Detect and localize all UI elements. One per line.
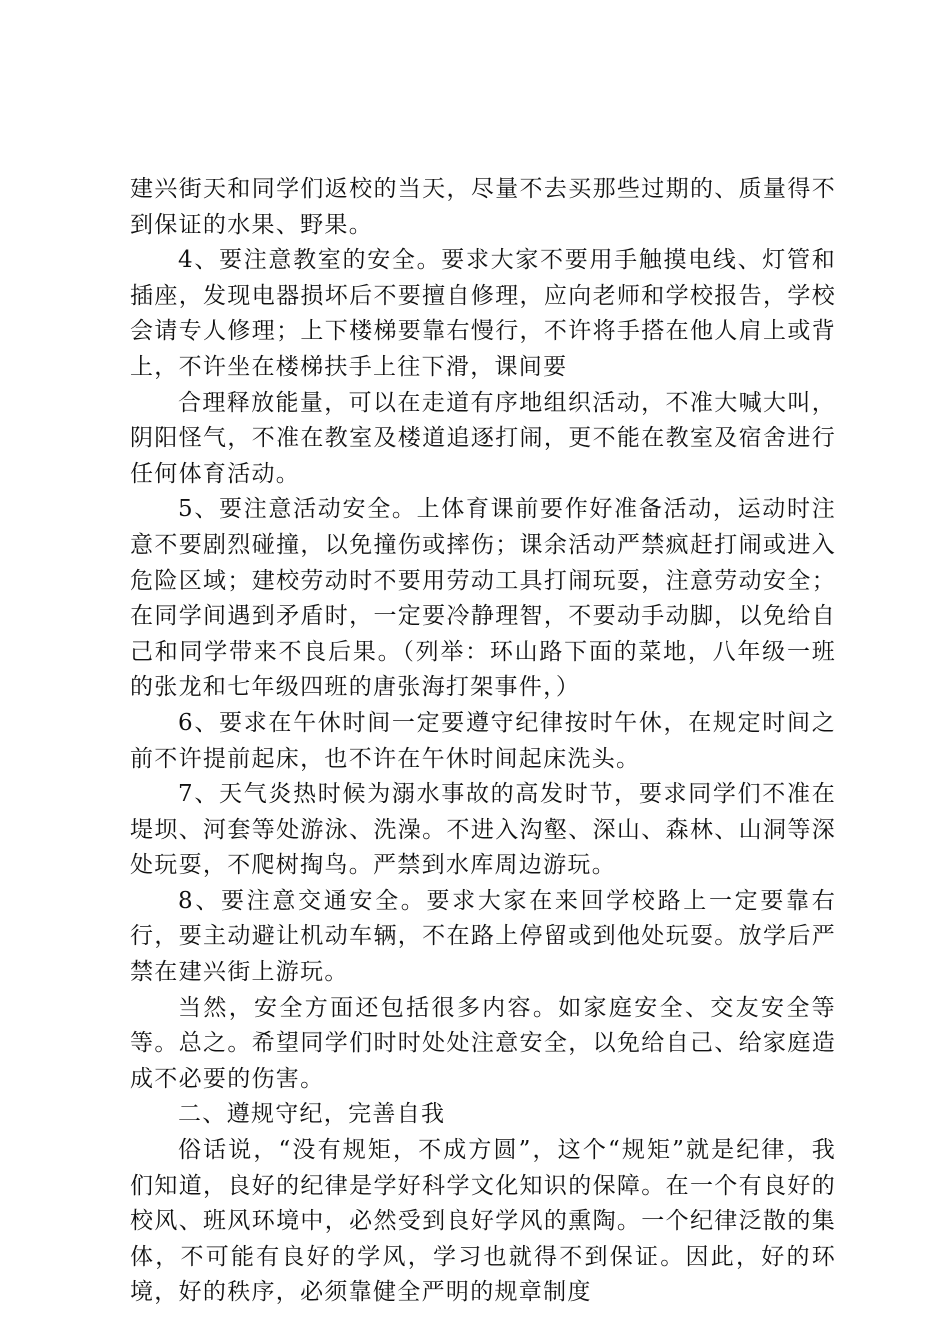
paragraph-traffic-safety: 8、要注意交通安全。要求大家在来回学校路上一定要靠右行，要主动避让机动车辆，不在路上停留或到他处玩耍。放学后严禁在建兴街上游玩。 (130, 887, 836, 986)
paragraph-activity-safety: 5、要注意活动安全。上体育课前要作好准备活动，运动时注意不要剧烈碰撞，以免撞伤或摔伤；课余活动严禁疯赶打闹或进入危险区域；建校劳动时不要用劳动工具打闹玩耍，注意劳动安全；在同学间遇到矛盾时，一定要冷静理智，不要动手动脚，以免给自己和同学带来不良后果。（列举：环山路下面的菜地，八年级一班的张龙和七年级四班的唐张海打架事件，） (130, 496, 836, 701)
paragraph-energy-release: 合理释放能量，可以在走道有序地组织活动，不准大喊大叫，阴阳怪气，不准在教室及楼道追逐打闹，更不能在教室及宿舍进行任何体育活动。 (130, 389, 836, 487)
paragraph-drowning-safety: 7、天气炎热时候为溺水事故的高发时节，要求同学们不准在堤坝、河套等处游泳、洗澡。不进入沟壑、深山、森林、山洞等深处玩耍，不爬树掏鸟。严禁到水库周边游玩。 (130, 781, 836, 879)
paragraph-continuation: 建兴街天和同学们返校的当天，尽量不去买那些过期的、质量得不到保证的水果、野果。 (130, 176, 836, 238)
paragraph-classroom-safety: 4、要注意教室的安全。要求大家不要用手触摸电线、灯管和插座，发现电器损坏后不要擅自修理，应向老师和学校报告，学校会请专人修理；上下楼梯要靠右慢行，不许将手搭在他人肩上或背上，不许坐在楼梯扶手上往下滑，课间要 (130, 247, 836, 380)
section-heading-discipline: 二、遵规守纪，完善自我 (178, 1101, 446, 1128)
paragraph-discipline: 俗话说，“没有规矩，不成方圆”，这个“规矩”就是纪律，我们知道，良好的纪律是学好科学文化知识的保障。在一个有良好的校风、班风环境中，必然受到良好学风的熏陶。一个纪律泛散的集体，不可能有良好的学风，学习也就得不到保证。因此，好的环境，好的秩序，必须靠健全严明的规章制度 (130, 1137, 836, 1306)
paragraph-safety-summary: 当然，安全方面还包括很多内容。如家庭安全、交友安全等等。总之。希望同学们时时处处注意安全，以免给自己、给家庭造成不必要的伤害。 (130, 994, 836, 1092)
document-body (130, 172, 836, 1311)
paragraph-nap-rules: 6、要求在午休时间一定要遵守纪律按时午休，在规定时间之前不许提前起床，也不许在午休时间起床洗头。 (130, 709, 836, 772)
